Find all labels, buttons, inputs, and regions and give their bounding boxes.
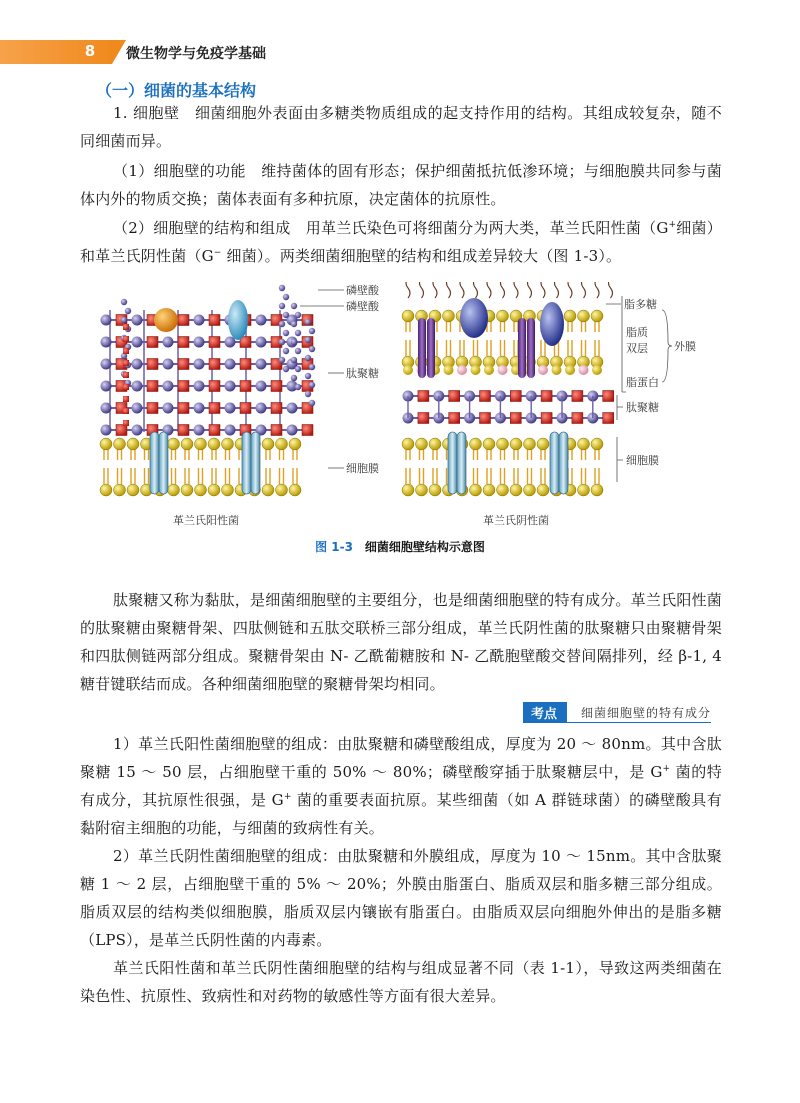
gram-negative-diagram (402, 282, 614, 496)
figure-caption-text: 细菌细胞壁结构示意图 (364, 540, 485, 554)
gram-positive-diagram (100, 285, 315, 496)
paragraph-gram-negative: 2）革兰氏阴性菌细胞壁的组成：由肽聚糖和外膜组成，厚度为 10 ～ 15nm。其中含肽聚糖 1 ～ 2 层，占细胞壁干重的 5% ～ 20%；外膜由脂蛋白、脂质双层和脂多糖三部分组成。脂质双层的结构类似细胞膜，脂质双层内镶嵌有脂蛋白。由脂质双层向细胞外伸出的是脂多糖（LPS），是革兰氏阴性菌的内毒素。 (80, 847, 722, 949)
label-peptidoglycan-left: 肽聚糖 (346, 367, 379, 380)
figure-caption (0, 538, 800, 555)
key-point-text: 细菌细胞壁的特有成分 (581, 706, 712, 720)
section-title: （一）细菌的基本结构 (96, 81, 257, 100)
label-lipoprotein: 脂蛋白 (626, 376, 659, 389)
label-lipid-2: 双层 (626, 342, 648, 355)
book-title: 微生物学与免疫学基础 (126, 46, 266, 62)
paragraph-function: （1）细胞壁的功能 维持菌体的固有形态；保护细菌抵抗低渗环境；与细胞膜共同参与菌体内外的物质交换；菌体表面有多种抗原，决定菌体的抗原性。 (80, 162, 722, 208)
figure-number: 图 1-3 (315, 540, 353, 554)
key-point-label: 考点 (523, 702, 567, 723)
page-tab (0, 40, 112, 64)
label-teichoic-acid: 磷壁酸 (346, 284, 379, 297)
paragraph-gram-positive: 1）革兰氏阳性菌细胞壁的组成：由肽聚糖和磷壁酸组成，厚度为 20 ～ 80nm。其中含肽聚糖 15 ～ 50 层，占细胞壁干重的 50% ～ 80%；磷壁酸穿插于肽聚糖层中，是 G+ 菌的特有成分，其抗原性很强，是 G+ 菌的重要表面抗原。某些细菌（如 A 群链球菌）的磷壁酸具有黏附宿主细胞的功能，与细菌的致病性有关。 (80, 735, 723, 837)
paragraph-structure: （2）细胞壁的结构和组成 用革兰氏染色可将细菌分为两大类，革兰氏阳性菌（G+细菌）和革兰氏阴性菌（G− 细菌）。两类细菌细胞壁的结构和组成差异较大（图 1-3）。 (80, 219, 722, 265)
label-outer-membrane: 外膜 (674, 340, 696, 353)
key-point-tag (523, 703, 711, 722)
label-lipoteichoic-acid: 磷壁酸 (346, 300, 379, 313)
label-membrane-left: 细胞膜 (346, 462, 379, 475)
running-header (0, 40, 800, 64)
paragraph-cell-wall: 1. 细胞壁 细菌细胞外表面由多糖类物质组成的起支持作用的结构。其组成较复杂，随不同细菌而异。 (80, 104, 722, 150)
label-gram-negative: 革兰氏阴性菌 (483, 514, 549, 527)
label-gram-positive: 革兰氏阳性菌 (173, 514, 239, 527)
page-number: 8 (84, 42, 96, 60)
label-lps: 脂多糖 (624, 298, 657, 311)
paragraph-peptidoglycan: 肽聚糖又称为黏肽，是细菌细胞壁的主要组分，也是细菌细胞壁的特有成分。革兰氏阳性菌的肽聚糖由聚糖骨架、四肽侧链和五肽交联桥三部分组成，革兰氏阴性菌的肽聚糖只由聚糖骨架和四肽侧链两部分组成。聚糖骨架由 N- 乙酰葡糖胺和 N- 乙酰胞壁酸交替间隔排列，经 β-1, 4 糖苷键联结而成。各种细菌细胞壁的聚糖骨架均相同。 (80, 591, 722, 693)
paragraph-comparison: 革兰氏阳性菌和革兰氏阴性菌细胞壁的结构与组成显著不同（表 1-1），导致这两类细菌在染色性、抗原性、致病性和对药物的敏感性等方面有很大差异。 (80, 959, 722, 1005)
label-lipid-1: 脂质 (626, 326, 648, 339)
label-peptidoglycan-right: 肽聚糖 (626, 401, 659, 414)
figure-cell-wall (96, 282, 706, 532)
label-membrane-right: 细胞膜 (626, 454, 659, 467)
cell-wall-diagram (96, 282, 706, 532)
